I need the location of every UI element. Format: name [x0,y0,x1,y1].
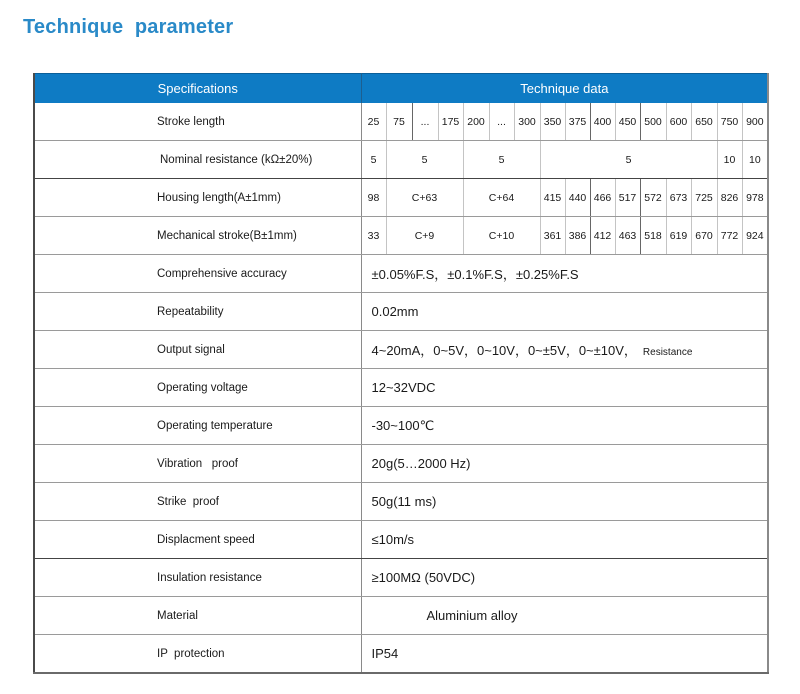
value-strike-proof: 50g(11 ms) [361,483,768,521]
row-repeatability [34,293,768,331]
resistance-cell: 10 [717,141,742,179]
stroke-cell: ... [489,103,514,141]
value-operating-voltage: 12~32VDC [361,369,768,407]
label-housing-length: Housing length(A±1mm) [34,179,361,217]
stroke-cell: 600 [666,103,691,141]
row-operating-temperature [34,407,768,445]
label-operating-voltage: Operating voltage [34,369,361,407]
resistance-cell: 5 [361,141,386,179]
label-nominal-resistance: Nominal resistance (kΩ±20%) [34,141,361,179]
row-insulation-resistance [34,559,768,597]
housing-cell: 673 [666,179,691,217]
specification-table [33,73,769,674]
label-stroke-length: Stroke length [34,103,361,141]
table-header-row [34,74,768,104]
value-vibration-proof: 20g(5…2000 Hz) [361,445,768,483]
stroke-cell: 500 [640,103,666,141]
row-stroke-length [34,103,768,141]
resistance-cell: 5 [463,141,540,179]
resistance-cell: 10 [742,141,768,179]
stroke-cell: 750 [717,103,742,141]
stroke-cell: 175 [438,103,463,141]
resistance-cell: 5 [386,141,463,179]
housing-cell: 440 [565,179,590,217]
stroke-cell: 25 [361,103,386,141]
housing-cell: C+63 [386,179,463,217]
mech-cell: C+9 [386,217,463,255]
mech-cell: 33 [361,217,386,255]
resistance-cell: 5 [540,141,717,179]
row-strike-proof [34,483,768,521]
row-output-signal [34,331,768,369]
housing-cell: 572 [640,179,666,217]
output-signal-text: 4~20mA，0~5V，0~10V，0~±5V，0~±10V， [371,343,637,358]
row-nominal-resistance [34,141,768,179]
housing-cell: 978 [742,179,768,217]
mech-cell: 924 [742,217,768,255]
value-displacement-speed: ≤10m/s [361,521,768,559]
page-title: Technique parameter [23,16,234,38]
label-strike-proof: Strike proof [34,483,361,521]
stroke-cell: 350 [540,103,565,141]
mech-cell: 361 [540,217,565,255]
value-material: Aluminium alloy [361,597,768,635]
header-technique-data: Technique data [361,74,768,104]
stroke-cell: ... [412,103,438,141]
housing-cell: 466 [590,179,615,217]
row-housing-length [34,179,768,217]
stroke-cell: 375 [565,103,590,141]
mech-cell: 386 [565,217,590,255]
housing-cell: 725 [691,179,717,217]
mech-cell: 670 [691,217,717,255]
mech-cell: 518 [640,217,666,255]
row-displacement-speed [34,521,768,559]
stroke-cell: 300 [514,103,540,141]
label-displacement-speed: Displacment speed [34,521,361,559]
stroke-cell: 650 [691,103,717,141]
value-output-signal [361,331,768,369]
label-ip-protection: IP protection [34,635,361,674]
label-output-signal: Output signal [34,331,361,369]
stroke-cell: 400 [590,103,615,141]
output-signal-note: Resistance [642,347,693,358]
housing-cell: 517 [615,179,640,217]
row-ip-protection [34,635,768,674]
value-insulation-resistance: ≥100MΩ (50VDC) [361,559,768,597]
housing-cell: 415 [540,179,565,217]
row-vibration-proof [34,445,768,483]
value-comprehensive-accuracy: ±0.05%F.S，±0.1%F.S，±0.25%F.S [361,255,768,293]
value-ip-protection: IP54 [361,635,768,674]
label-repeatability: Repeatability [34,293,361,331]
row-operating-voltage [34,369,768,407]
row-mechanical-stroke [34,217,768,255]
mech-cell: 463 [615,217,640,255]
label-vibration-proof: Vibration proof [34,445,361,483]
mech-cell: 619 [666,217,691,255]
mech-cell: 772 [717,217,742,255]
label-insulation-resistance: Insulation resistance [34,559,361,597]
value-repeatability: 0.02mm [361,293,768,331]
mech-cell: C+10 [463,217,540,255]
housing-cell: 98 [361,179,386,217]
row-comprehensive-accuracy [34,255,768,293]
label-comprehensive-accuracy: Comprehensive accuracy [34,255,361,293]
stroke-cell: 200 [463,103,489,141]
label-material: Material [34,597,361,635]
label-operating-temperature: Operating temperature [34,407,361,445]
row-material [34,597,768,635]
housing-cell: C+64 [463,179,540,217]
mech-cell: 412 [590,217,615,255]
stroke-cell: 75 [386,103,412,141]
value-operating-temperature: -30~100℃ [361,407,768,445]
header-specifications: Specifications [34,74,361,104]
stroke-cell: 450 [615,103,640,141]
label-mechanical-stroke: Mechanical stroke(B±1mm) [34,217,361,255]
stroke-cell: 900 [742,103,768,141]
housing-cell: 826 [717,179,742,217]
